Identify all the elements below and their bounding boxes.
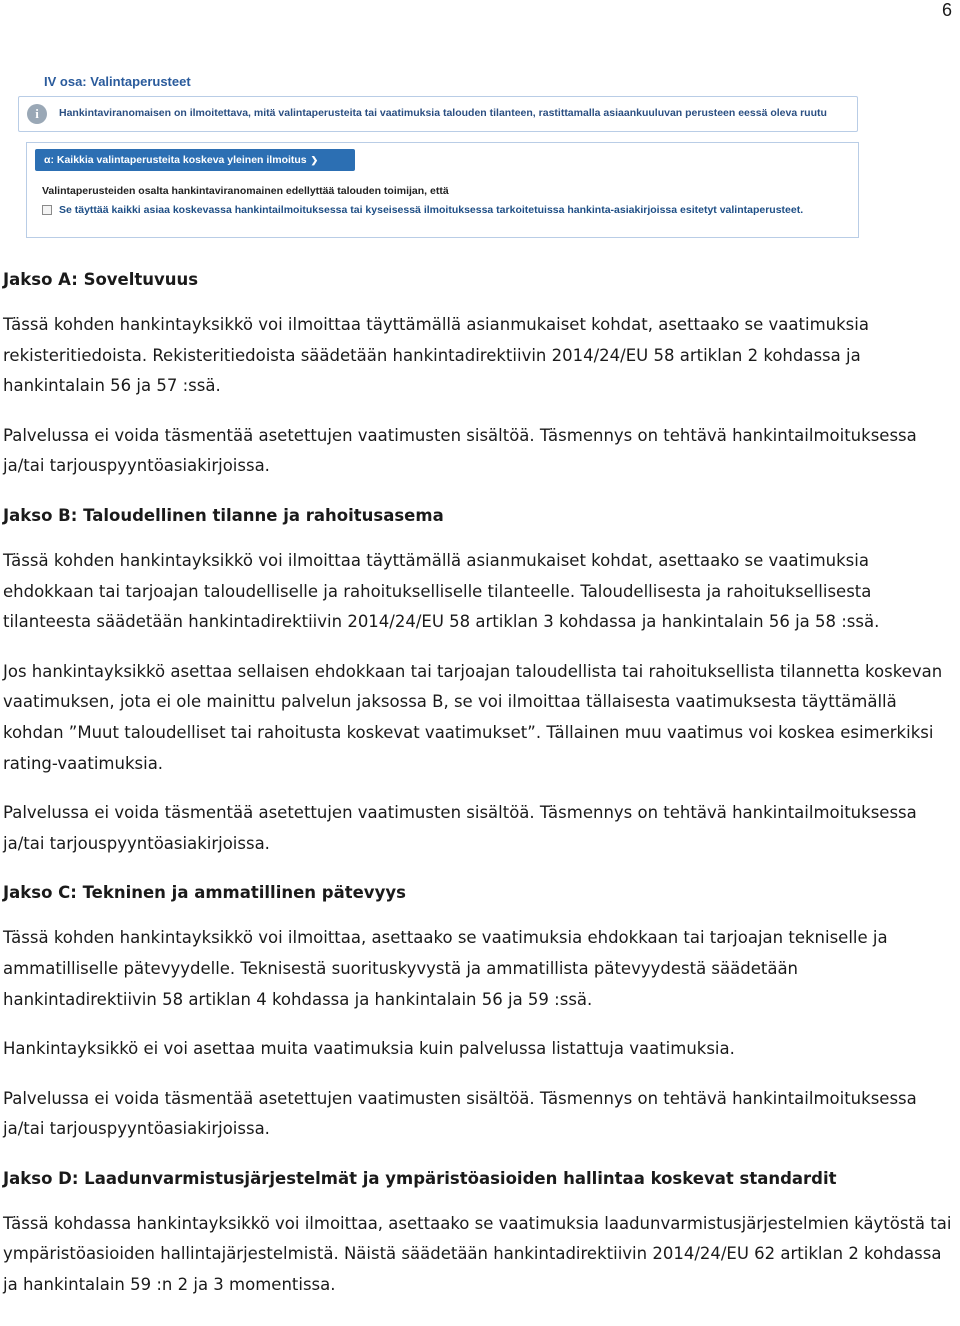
section-b-paragraph: Tässä kohden hankintayksikkö voi ilmoittaa täyttämällä asianmukaiset kohdat, asettaako se vaatimuksia ehdokkaan tai tarjoajan taloudelliselle ja rahoitukselliselle tilanteelle. Taloudellisesta ja rahoituksellisesta tilanteesta säädetään hankintadirektiivin 2014/24/EU 58 artiklan 3 kohdassa ja hankintalain 56 ja 58 :ssä. bbox=[3, 550, 880, 632]
section-a-paragraph: Palvelussa ei voida täsmentää asetettujen vaatimusten sisältöä. Täsmennys on tehtävä hankintailmoituksessa ja/tai tarjouspyyntöasiakirjoissa. bbox=[3, 425, 917, 476]
general-statement-panel bbox=[26, 142, 859, 238]
requirements-checkbox-label: Se täyttää kaikki asiaa koskevassa hankintailmoituksessa tai kyseisessä ilmoituksessa tarkoitetuissa hankinta-asiakirjoissa esitetyt valintaperusteet. bbox=[59, 204, 804, 216]
section-c-paragraph: Hankintayksikkö ei voi asettaa muita vaatimuksia kuin palvelussa listattuja vaatimuksia. bbox=[3, 1039, 735, 1059]
section-c-heading: Jakso C: Tekninen ja ammatillinen pätevyys bbox=[3, 883, 406, 903]
requirements-checkbox[interactable] bbox=[42, 205, 52, 215]
screenshot-title: IV osa: Valintaperusteet bbox=[44, 74, 191, 89]
section-d-paragraph: Tässä kohdassa hankintayksikkö voi ilmoittaa, asettaako se vaatimuksia laadunvarmistusjärjestelmien käytöstä tai ympäristöasioiden hallintajärjestelmistä. Näistä säädetään hankintadirektiivin 2014/24/EU 62 artiklan 2 kohdassa ja hankintalain 59 :n 2 ja 3 momentissa. bbox=[3, 1213, 952, 1295]
panel-header[interactable] bbox=[35, 149, 355, 171]
panel-header-label: α: Kaikkia valintaperusteita koskeva yleinen ilmoitus ❯ bbox=[44, 154, 319, 166]
section-b-heading: Jakso B: Taloudellinen tilanne ja rahoitusasema bbox=[3, 505, 444, 525]
info-icon: i bbox=[27, 104, 47, 124]
section-b-paragraph: Palvelussa ei voida täsmentää asetettujen vaatimusten sisältöä. Täsmennys on tehtävä hankintailmoituksessa ja/tai tarjouspyyntöasiakirjoissa. bbox=[3, 803, 917, 853]
page-number: 6 bbox=[941, 0, 952, 20]
panel-question: Valintaperusteiden osalta hankintaviranomainen edellyttää talouden toimijan, että bbox=[42, 185, 449, 197]
embedded-screenshot bbox=[18, 66, 860, 240]
chevron-down-icon: ❯ bbox=[310, 155, 319, 165]
document-body bbox=[3, 268, 953, 1301]
section-a-heading: Jakso A: Soveltuvuus bbox=[3, 270, 199, 289]
info-text: Hankintaviranomaisen on ilmoitettava, mitä valintaperusteita tai vaatimuksia talouden tilanteen, rastittamalla asiaankuuluvan perusteen eessä oleva ruutu bbox=[59, 107, 827, 119]
section-b-paragraph: Jos hankintayksikkö asettaa sellaisen ehdokkaan tai tarjoajan taloudellista tai rahoituksellista tilannetta koskevan vaatimuksen, jota ei ole mainittu palvelun jaksossa B, se voi ilmoittaa tällaisesta vaatimuksesta täyttämällä kohdan ”Muut taloudelliset tai rahoitusta koskevat vaatimukset”. Tällainen muu vaatimus voi koskea esimerkiksi rating-vaatimuksia. bbox=[3, 661, 943, 773]
section-c-paragraph: Tässä kohden hankintayksikkö voi ilmoittaa, asettaako se vaatimuksia ehdokkaan tai tarjoajan tekniselle ja ammatilliselle pätevyydelle. Teknisestä suorituskyvystä ja ammatillista pätevyydestä säädetään hankintadirektiivin 58 artiklan 4 kohdassa ja hankintalain 56 ja 59 :ssä. bbox=[3, 928, 888, 1009]
info-box bbox=[18, 96, 858, 132]
section-a-paragraph: Tässä kohden hankintayksikkö voi ilmoittaa täyttämällä asianmukaiset kohdat, asettaako se vaatimuksia rekisteritiedoista. Rekisteritiedoista säädetään hankintadirektiivin 2014/24/EU 58 artiklan 2 kohdassa ja hankintalain 56 ja 57 :ssä. bbox=[3, 315, 869, 396]
section-c-paragraph: Palvelussa ei voida täsmentää asetettujen vaatimusten sisältöä. Täsmennys on tehtävä hankintailmoituksessa ja/tai tarjouspyyntöasiakirjoissa. bbox=[3, 1088, 917, 1139]
section-d-heading: Jakso D: Laadunvarmistusjärjestelmät ja ympäristöasioiden hallintaa koskevat standardit bbox=[3, 1168, 837, 1188]
